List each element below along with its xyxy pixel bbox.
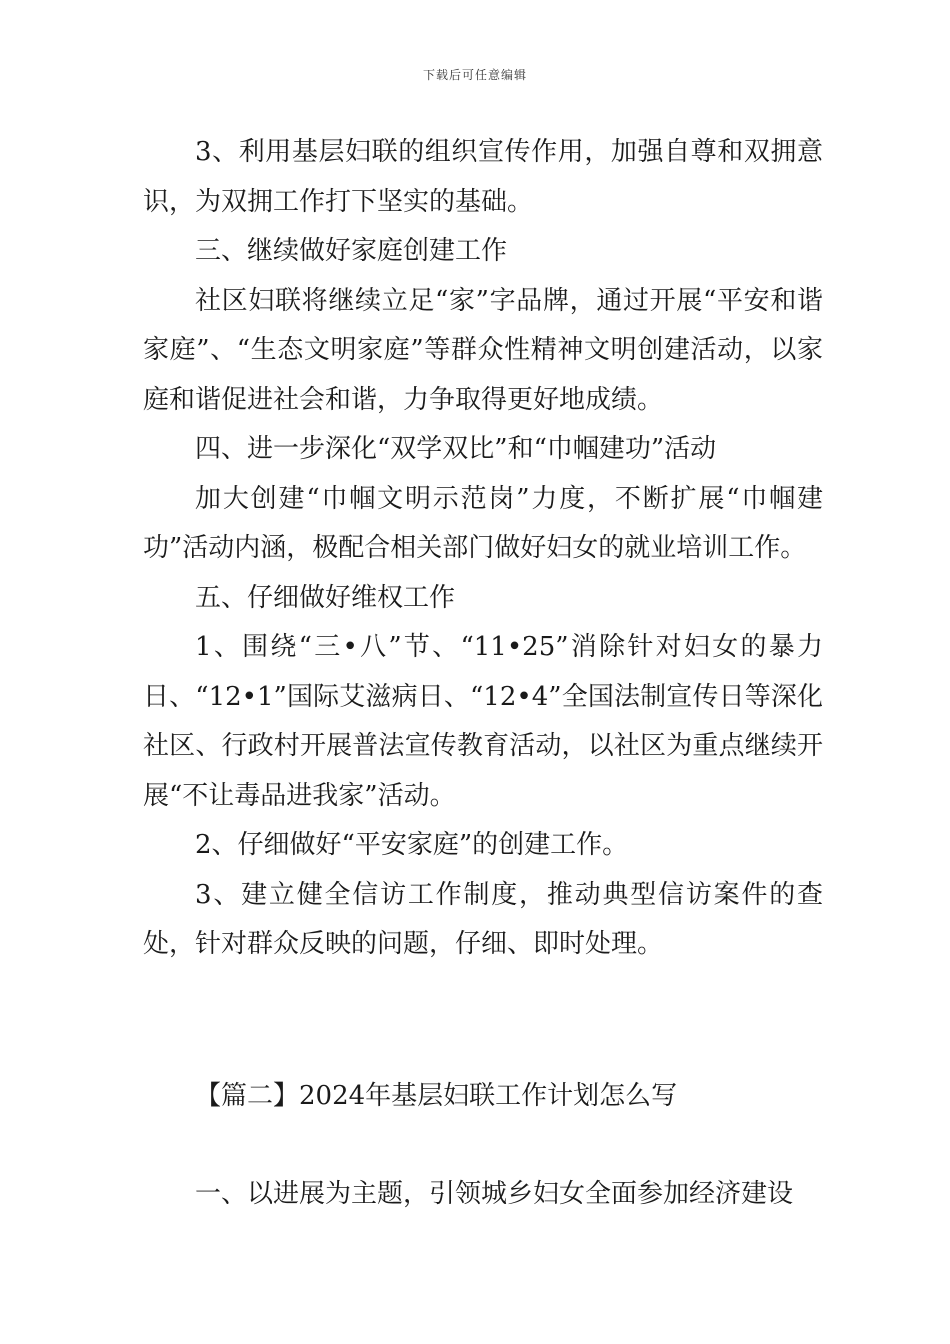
paragraph: 社区妇联将继续立足“家”字品牌，通过开展“平安和谐家庭”、“生态文明家庭”等群众性精神文明创建活动，以家庭和谐促进社会和谐，力争取得更好地成绩。: [143, 285, 823, 415]
section-heading: 五、仔细做好维权工作: [195, 582, 456, 613]
paragraph: 1、围绕“三•八”节、“11•25”消除针对妇女的暴力日、“12•1”国际艾滋病日、“12•4”全国法制宣传日等深化社区、行政村开展普法宣传教育活动，以社区为重点继续开展“不让毒品进我家”活动。: [143, 632, 823, 811]
paragraph: 加大创建“巾帼文明示范岗”力度，不断扩展“巾帼建功”活动内涵，极配合相关部门做好妇女的就业培训工作。: [143, 483, 823, 563]
page-header-note: 下载后可任意编辑: [422, 68, 527, 82]
paragraph: 2、仔细做好“平安家庭”的创建工作。: [195, 830, 629, 860]
section-heading: 三、继续做好家庭创建工作: [195, 236, 508, 266]
paragraph: 3、利用基层妇联的组织宣传作用，加强自尊和双拥意识，为双拥工作打下坚实的基础。: [143, 137, 823, 217]
article-two-first-heading: 一、以进展为主题，引领城乡妇女全面参加经济建设: [195, 1179, 794, 1209]
document-body: [143, 128, 823, 970]
article-two-title: 【篇二】2024年基层妇联工作计划怎么写: [195, 1081, 678, 1111]
paragraph: 3、建立健全信访工作制度，推动典型信访案件的查处，针对群众反映的问题，仔细、即时处理。: [143, 879, 823, 959]
section-heading: 四、进一步深化“双学双比”和“巾帼建功”活动: [195, 434, 717, 464]
